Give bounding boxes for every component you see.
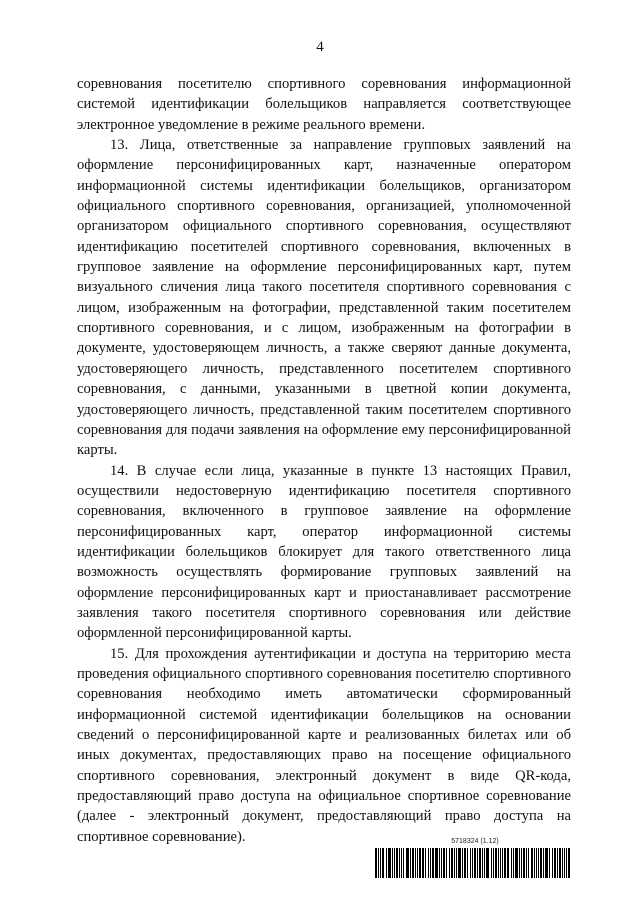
barcode-bar: [392, 848, 393, 878]
barcode-bar: [538, 848, 539, 878]
barcode-bar: [425, 848, 426, 878]
barcode-bar: [430, 848, 431, 878]
barcode-bar: [479, 848, 481, 878]
barcode-bar: [417, 848, 418, 878]
barcode-bar: [422, 848, 424, 878]
barcode-bar: [388, 848, 391, 878]
barcode-bar: [534, 848, 535, 878]
barcode-bar: [451, 848, 453, 878]
barcode-bar: [456, 848, 457, 878]
barcode-bar: [519, 848, 520, 878]
barcode-bar: [378, 848, 379, 878]
barcode-bar: [562, 848, 563, 878]
barcode-bar: [498, 848, 499, 878]
barcode-bar: [375, 848, 377, 878]
document-body: [77, 74, 571, 847]
barcode-bar: [482, 848, 483, 878]
paragraph-continuation: соревнования посетителю спортивного соревнования информационной системой идентификации болельщиков направляется соответствующее электронное уведомление в режиме реального времени.: [77, 76, 571, 133]
barcode-bar: [477, 848, 478, 878]
barcode-bar: [474, 848, 476, 878]
barcode-bar: [495, 848, 497, 878]
barcode-graphic: [375, 848, 571, 878]
barcode-bar: [500, 848, 501, 878]
barcode-bar: [523, 848, 525, 878]
barcode-bar: [484, 848, 485, 878]
barcode-bar: [415, 848, 416, 878]
barcode-bar: [382, 848, 384, 878]
barcode-bar: [511, 848, 512, 878]
barcode-bar: [462, 848, 463, 878]
barcode-bar: [564, 848, 565, 878]
barcode-bar: [386, 848, 387, 878]
barcode-bar: [454, 848, 455, 878]
document-barcode-block: [375, 838, 571, 878]
barcode-bar: [513, 848, 514, 878]
barcode-caption: 5718324 (1.12): [451, 838, 499, 845]
barcode-bar: [432, 848, 434, 878]
barcode-bar: [502, 848, 503, 878]
barcode-bar: [545, 848, 548, 878]
barcode-bar: [410, 848, 411, 878]
paragraph-14: 14. В случае если лица, указанные в пункте 13 настоящих Правил, осуществили недостоверную идентификацию посетителя спортивного соревнования, включенного в групповое заявление на оформление персонифицированных карт, оператор информационной системы идентификации болельщиков блокирует для такого ответственного лица возможность осуществлять формирование групповых заявлений на оформление персонифицированных карт и приостанавливает рассмотрение заявления такого посетителя спортивного соревнования или действие оформленной персонифицированной карты.: [77, 462, 571, 642]
barcode-bar: [399, 848, 400, 878]
barcode-bar: [549, 848, 550, 878]
barcode-bar: [441, 848, 442, 878]
barcode-bar: [543, 848, 544, 878]
barcode-bar: [526, 848, 527, 878]
barcode-bar: [568, 848, 570, 878]
barcode-bar: [412, 848, 414, 878]
page-number: 4: [316, 39, 324, 55]
barcode-bar: [559, 848, 561, 878]
barcode-bar: [491, 848, 492, 878]
barcode-bar: [470, 848, 471, 878]
barcode-bar: [536, 848, 537, 878]
barcode-bar: [493, 848, 494, 878]
barcode-bar: [515, 848, 518, 878]
barcode-bar: [446, 848, 447, 878]
barcode-bar: [458, 848, 461, 878]
barcode-bar: [540, 848, 542, 878]
barcode-bar: [435, 848, 438, 878]
barcode-bar: [449, 848, 450, 878]
barcode-bar: [396, 848, 398, 878]
barcode-bar: [531, 848, 533, 878]
barcode-bar: [554, 848, 556, 878]
barcode-bar: [521, 848, 522, 878]
barcode-bar: [557, 848, 558, 878]
barcode-bar: [406, 848, 409, 878]
barcode-bar: [380, 848, 381, 878]
barcode-bar: [507, 848, 509, 878]
barcode-bar: [394, 848, 395, 878]
barcode-bar: [552, 848, 553, 878]
barcode-bar: [486, 848, 489, 878]
barcode-bar: [528, 848, 529, 878]
barcode-bar: [566, 848, 567, 878]
barcode-bar: [403, 848, 404, 878]
barcode-bar: [504, 848, 506, 878]
barcode-bar: [419, 848, 421, 878]
barcode-bar: [443, 848, 445, 878]
barcode-bar: [401, 848, 402, 878]
paragraph-15: 15. Для прохождения аутентификации и доступа на территорию места проведения официального спортивного соревнования посетителю спортивного соревнования необходимо иметь автоматически сформированный информационной системой идентификации болельщиков на основании сведений о персонифицированной карте и реализованных билетах или об иных документах, предоставляющих право на посещение официального спортивного соревнования, электронный документ в виде QR-кода, предоставляющий право доступа на официальное спортивное соревнование (далее - электронный документ, предоставляющий право доступа на спортивное соревнование).: [77, 645, 571, 845]
barcode-bar: [467, 848, 468, 878]
barcode-bar: [428, 848, 429, 878]
barcode-bar: [472, 848, 473, 878]
barcode-bar: [464, 848, 466, 878]
barcode-bar: [439, 848, 440, 878]
paragraph-13: 13. Лица, ответственные за направление групповых заявлений на оформление персонифицированных карт, назначенные оператором информационной системы идентификации болельщиков, организатором официального спортивного соревнования, организацией, уполномоченной организатором официального спортивного соревнования, осуществляют идентификацию посетителей спортивного соревнования, включенных в групповое заявление на оформление персонифицированных карт, путем визуального сличения лица такого посетителя спортивного соревнования с лицом, изображенным на фотографии, представленной таким посетителем спортивного соревнования, и с лицом, изображенным на фотографии в документе, удостоверяющем личность, а также сверяют данные документа, удостоверяющего личность, представленного посетителем спортивного соревнования, с данными, указанными в цветной копии документа, удостоверяющего личность, представленной таким посетителем спортивного соревнования для подачи заявления на оформление ему персонифицированной карты.: [77, 137, 571, 459]
